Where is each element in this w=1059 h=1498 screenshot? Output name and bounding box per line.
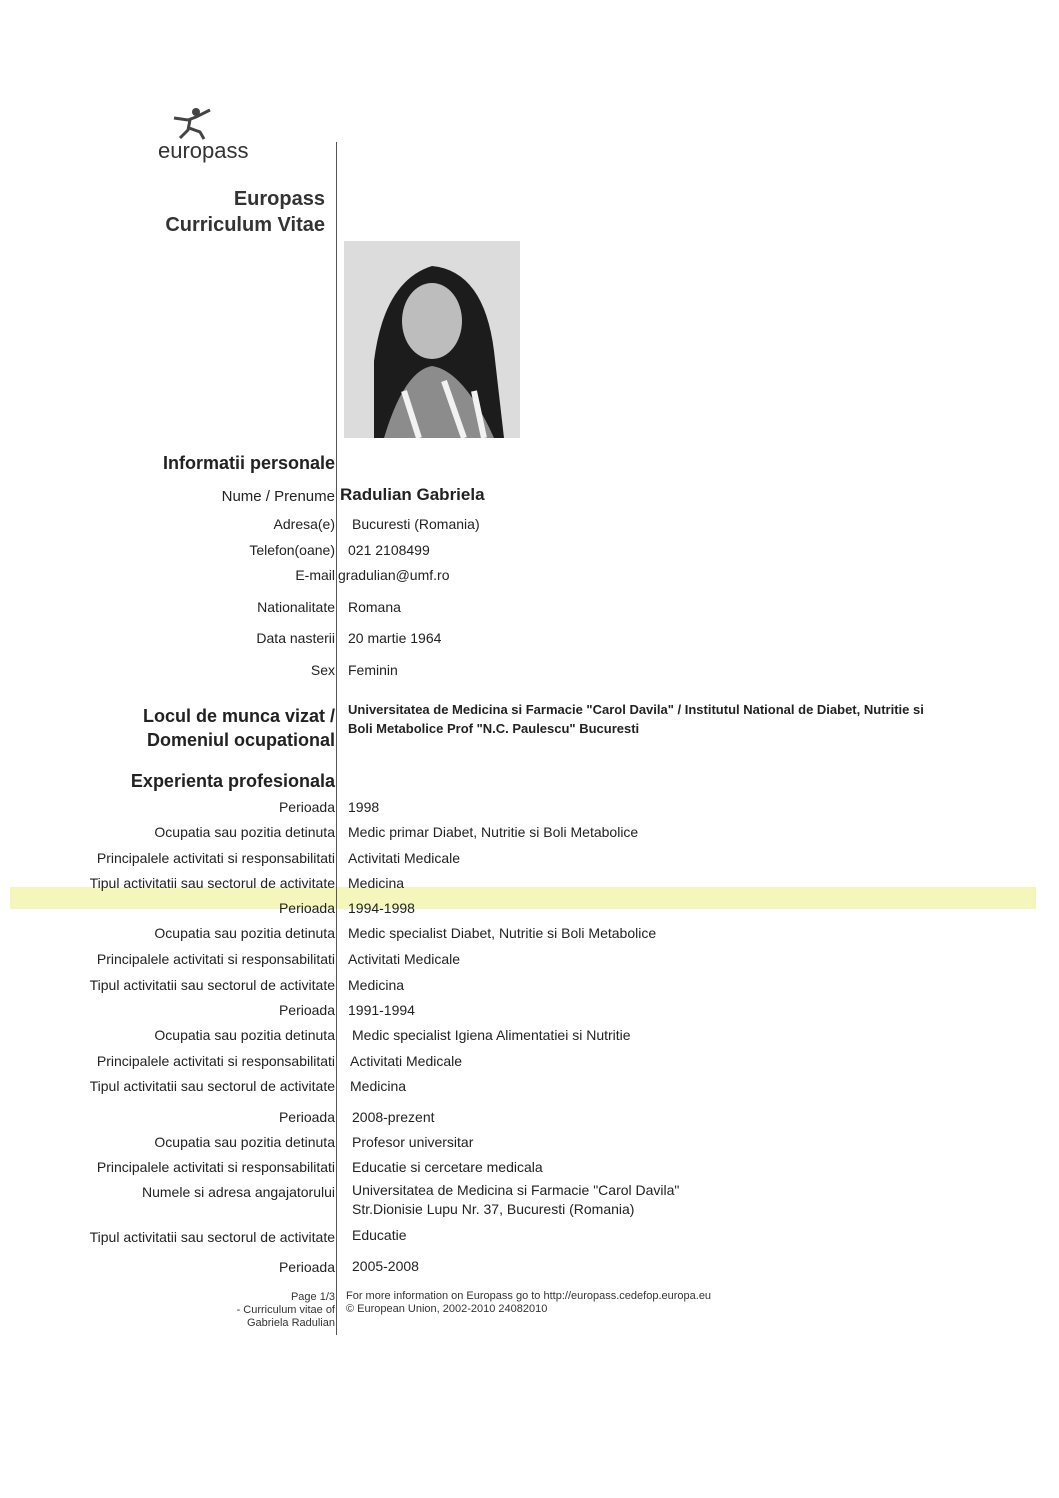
europass-logo-text: europass: [158, 138, 249, 163]
exp-activities-value: Activitati Medicale: [350, 1053, 463, 1069]
column-divider: [336, 142, 337, 1335]
exp-position-value: Profesor universitar: [352, 1134, 474, 1150]
cv-title-line2: Curriculum Vitae: [165, 214, 325, 236]
footer-page-number: Page 1/3: [290, 1291, 335, 1303]
exp-period-value: 2005-2008: [352, 1258, 419, 1274]
cv-title-line1: Europass: [233, 188, 325, 210]
desired-heading-line1: Locul de munca vizat /: [142, 706, 335, 726]
exp-period-value: 2008-prezent: [352, 1109, 435, 1125]
exp-position-value: Medic primar Diabet, Nutritie si Boli Metabolice: [348, 824, 639, 840]
cv-title: [165, 186, 325, 238]
nationality-value: Romana: [348, 599, 401, 615]
address-label: Adresa(e): [273, 516, 335, 532]
personal-info-heading: Informatii personale: [162, 453, 335, 473]
birthdate-label: Data nasterii: [256, 630, 335, 646]
name-value: Radulian Gabriela: [340, 485, 485, 504]
exp-activities-label: Principalele activitati si responsabilitati: [96, 850, 335, 866]
exp-activities-label: Principalele activitati si responsabilitati: [96, 1159, 335, 1175]
exp-activities-label: Principalele activitati si responsabilitati: [96, 1053, 335, 1069]
exp-period-label: Perioada: [278, 1259, 335, 1275]
exp-employer-address: Str.Dionisie Lupu Nr. 37, Bucuresti (Romania): [352, 1201, 635, 1217]
exp-position-label: Ocupatia sau pozitia detinuta: [154, 1134, 335, 1150]
exp-sector-value: Medicina: [348, 875, 405, 891]
email-value: gradulian@umf.ro: [338, 567, 450, 583]
footer-owner-name: Gabriela Radulian: [246, 1317, 335, 1329]
exp-sector-value: Educatie: [352, 1227, 407, 1243]
exp-activities-label: Principalele activitati si responsabilitati: [96, 951, 335, 967]
experience-heading: Experienta profesionala: [130, 771, 335, 791]
exp-position-value: Medic specialist Igiena Alimentatiei si Nutritie: [352, 1027, 631, 1043]
exp-sector-value: Medicina: [348, 977, 405, 993]
desired-value-line1: Universitatea de Medicina si Farmacie "Carol Davila" / Institutul National de Diabet, Nutritie si: [348, 702, 924, 717]
exp-sector-label: Tipul activitatii sau sectorul de activitate: [89, 977, 335, 993]
exp-period-label: Perioada: [278, 900, 335, 916]
footer-page-info: [237, 1291, 335, 1330]
email-label: E-mail: [295, 567, 335, 583]
exp-position-value: Medic specialist Diabet, Nutritie si Boli Metabolice: [348, 925, 657, 941]
exp-sector-label: Tipul activitatii sau sectorul de activitate: [89, 1078, 335, 1094]
phone-value: 021 2108499: [348, 542, 430, 558]
exp-position-label: Ocupatia sau pozitia detinuta: [154, 1027, 335, 1043]
europass-logo: [150, 106, 260, 166]
exp-sector-label: Tipul activitatii sau sectorul de activitate: [89, 875, 335, 891]
exp-employer-name: Universitatea de Medicina si Farmacie "Carol Davila": [352, 1182, 680, 1198]
desired-employment-heading: [143, 704, 335, 752]
birthdate-value: 20 martie 1964: [348, 630, 442, 646]
desired-value-line2: Boli Metabolice Prof "N.C. Paulescu" Bucuresti: [348, 721, 640, 736]
profile-photo: [344, 241, 520, 438]
sex-value: Feminin: [348, 662, 398, 678]
exp-position-label: Ocupatia sau pozitia detinuta: [154, 925, 335, 941]
exp-activities-value: Educatie si cercetare medicala: [352, 1159, 543, 1175]
exp-employer-label: Numele si adresa angajatorului: [142, 1184, 335, 1200]
exp-activities-value: Activitati Medicale: [348, 850, 461, 866]
exp-activities-value: Activitati Medicale: [348, 951, 461, 967]
phone-label: Telefon(oane): [249, 542, 335, 558]
desired-heading-line2: Domeniul ocupational: [146, 730, 335, 750]
exp-period-value: 1998: [348, 799, 380, 815]
exp-sector-label: Tipul activitatii sau sectorul de activitate: [89, 1229, 335, 1245]
exp-employer-value: [352, 1181, 679, 1219]
address-value: Bucuresti (Romania): [352, 516, 480, 532]
exp-period-label: Perioada: [278, 799, 335, 815]
exp-period-value: 1991-1994: [348, 1002, 415, 1018]
footer-europass-info: [346, 1290, 711, 1316]
exp-position-label: Ocupatia sau pozitia detinuta: [154, 824, 335, 840]
europass-figure-icon: [166, 106, 216, 140]
exp-period-value: 1994-1998: [348, 900, 415, 916]
exp-sector-value: Medicina: [350, 1078, 407, 1094]
footer-cv-of: - Curriculum vitae of: [236, 1304, 335, 1316]
name-label: Nume / Prenume: [221, 488, 335, 505]
footer-copyright: © European Union, 2002-2010 24082010: [346, 1303, 548, 1315]
desired-employment-value: [348, 700, 924, 738]
nationality-label: Nationalitate: [257, 599, 335, 615]
sex-label: Sex: [310, 662, 335, 678]
exp-period-label: Perioada: [278, 1002, 335, 1018]
exp-period-label: Perioada: [278, 1109, 335, 1125]
footer-more-info-link[interactable]: For more information on Europass go to http://europass.cedefop.europa.eu: [346, 1290, 712, 1302]
